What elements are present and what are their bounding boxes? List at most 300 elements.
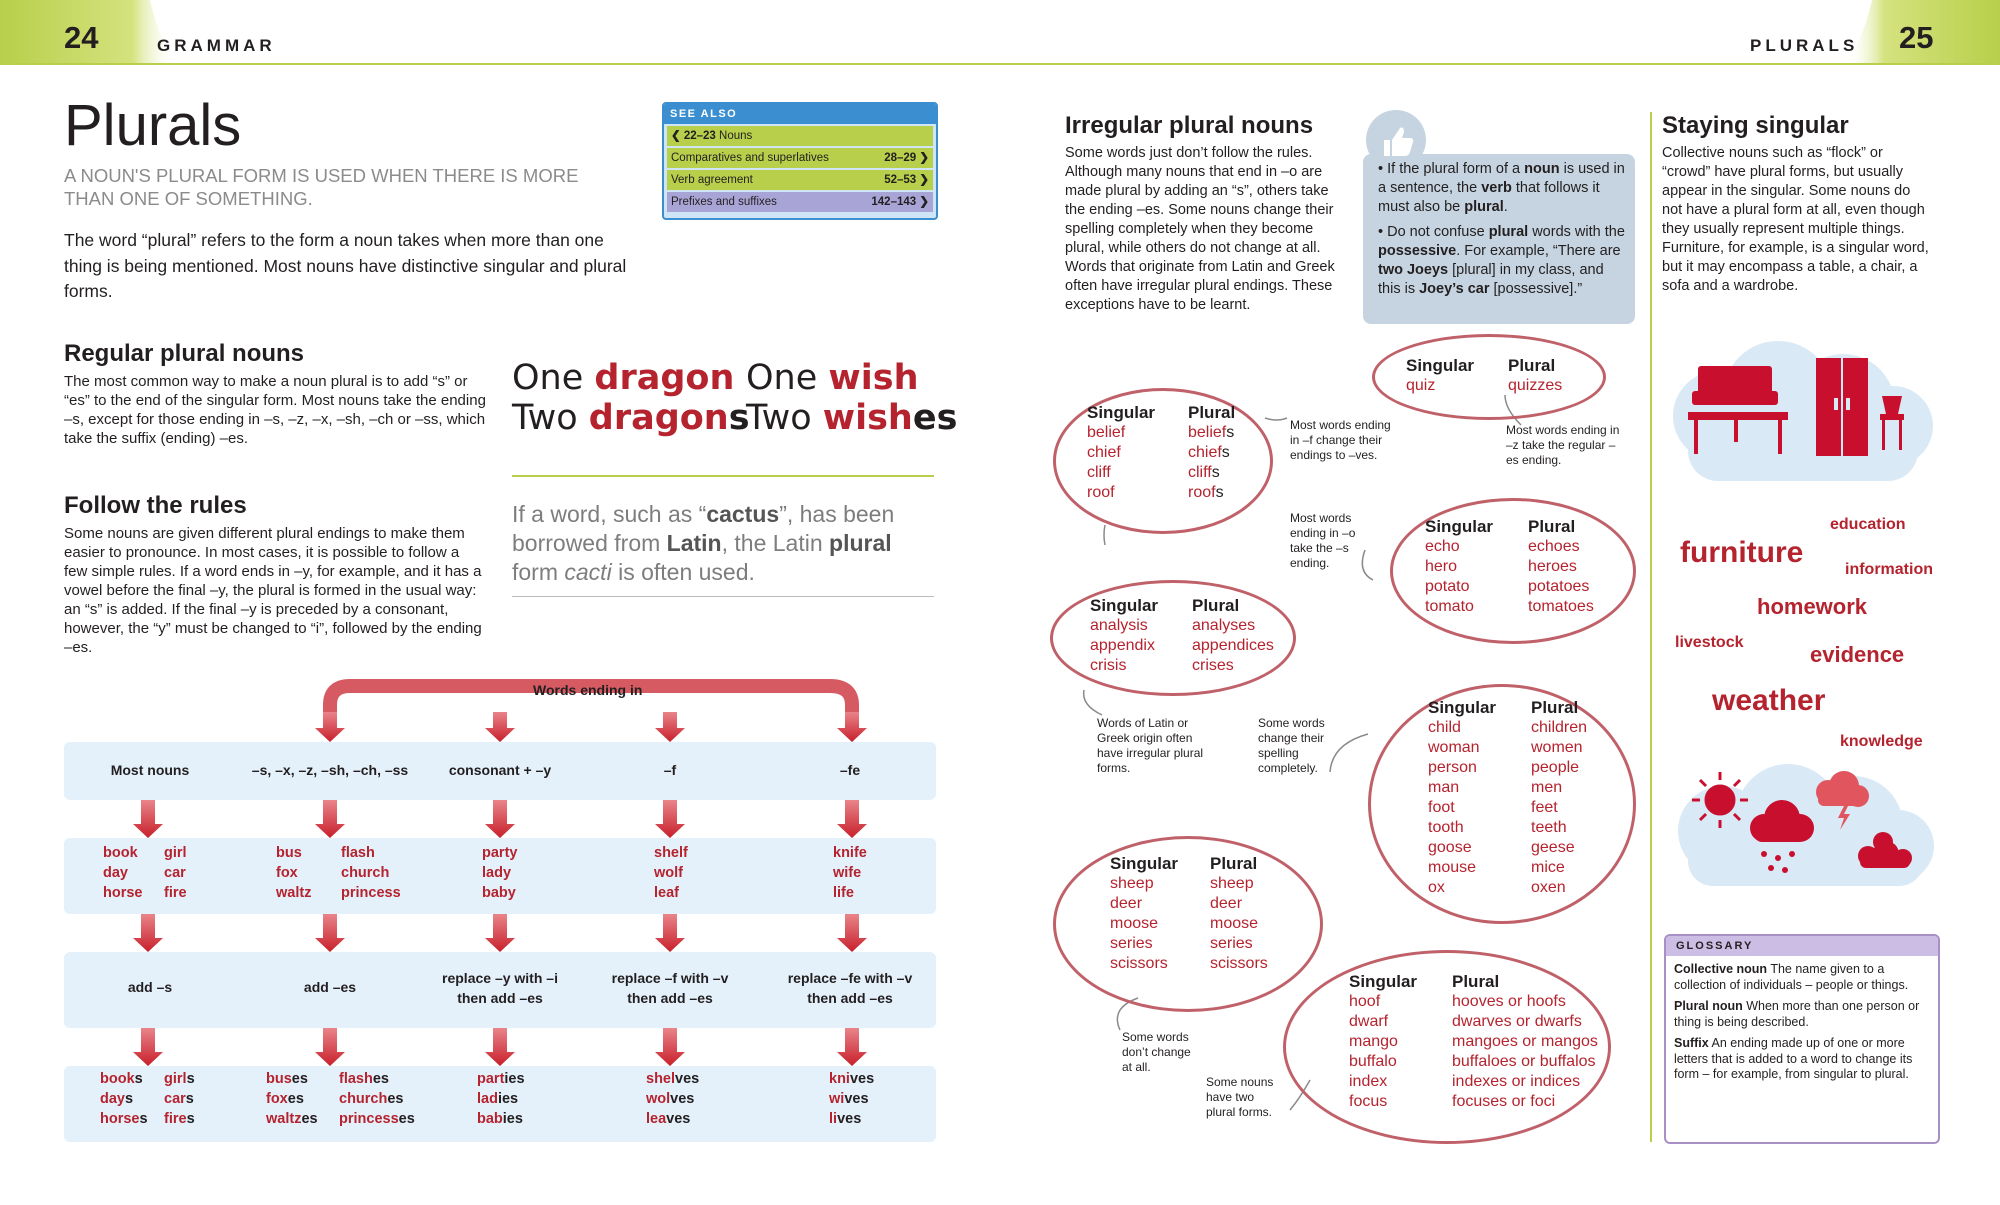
word: analyses (1192, 617, 1256, 634)
irregular-heading: Irregular plural nouns (1065, 112, 1314, 139)
group-latin-plural (1192, 596, 1274, 676)
rules-text: Some nouns are given different plural endings to make them easier to pronounce. In most cases, it is possible to follow a few simple rules. If a word ends in –y, for example, and it has a vowel before the final –y, the plural is formed in the usual way: an “s” is added. If the final –y is preceded by a consonant, however, the “y” must be changed to “i”, followed by the ending –es. (64, 525, 482, 656)
flow-arrow (133, 800, 163, 838)
group-same (1110, 854, 1178, 974)
word: women (1531, 739, 1583, 756)
plural-list (1452, 992, 1598, 1112)
glossary-entry (1674, 1036, 1930, 1083)
word: mouse (1428, 859, 1477, 876)
stem: cliff (1188, 464, 1212, 481)
result-word (646, 1090, 699, 1110)
word: heroes (1528, 558, 1577, 575)
wardrobe-icon (1816, 358, 1868, 456)
result-word (100, 1090, 148, 1110)
tip-part: noun (1524, 161, 1560, 177)
example-word: waltz (276, 884, 312, 901)
result-suffix: ves (666, 1110, 691, 1127)
word: tomatoes (1528, 598, 1594, 615)
flow-top-label: Words ending in (533, 682, 643, 698)
tip-part: plural (1488, 224, 1529, 240)
plural-list (1188, 423, 1235, 503)
flow-arrow (837, 914, 867, 952)
group-change-ellipse (1368, 684, 1636, 924)
result-word (829, 1110, 874, 1130)
word: buffaloes or buffalos (1452, 1053, 1596, 1070)
quote-part: , the Latin (721, 530, 830, 556)
see-also-link-pages: ❮ 22–23 (671, 130, 716, 142)
flow-arrow (133, 914, 163, 952)
word: moose (1110, 915, 1159, 932)
example-col (103, 844, 143, 903)
note-z: Most words ending in –z take the regular –es ending. (1506, 423, 1620, 467)
glossary-entry (1674, 962, 1930, 993)
suffix: s (1215, 484, 1224, 501)
see-also-link-pages: 28–29 ❯ (884, 152, 929, 164)
result-word (266, 1090, 318, 1110)
singular-heading: Singular (1090, 596, 1159, 615)
word: geese (1531, 839, 1575, 856)
tip-part: possessive (1378, 243, 1457, 259)
example-word: party (482, 845, 518, 861)
result-stem: girl (164, 1071, 187, 1087)
word: feet (1531, 799, 1558, 816)
result-col (164, 1070, 195, 1129)
tip-part: two Joeys (1378, 262, 1449, 278)
example-word: bus (276, 845, 302, 861)
result-suffix: es (372, 1071, 389, 1087)
singular-list (1406, 376, 1474, 396)
example-word: girl (164, 845, 187, 861)
result-word (100, 1110, 148, 1130)
flow-arrow (485, 712, 515, 742)
result-suffix: s (134, 1071, 143, 1087)
word-livestock: livestock (1675, 634, 1744, 651)
example-col (164, 844, 187, 903)
stem: belief (1188, 424, 1227, 441)
intro-text: The word “plural” refers to the form a noun takes when more than one thing is being mentioned. Most nouns have distinctive singular and plural forms. (64, 230, 627, 301)
singular-list (1110, 874, 1178, 974)
plural-heading: Plural (1508, 356, 1556, 375)
example-word: baby (482, 884, 516, 901)
note-change: Some words change their spelling completely. (1258, 716, 1325, 775)
group-f-ellipse (1053, 388, 1273, 534)
left-page-number: 24 (64, 20, 99, 55)
word: person (1428, 759, 1477, 776)
result-suffix: ves (844, 1090, 869, 1107)
word: deer (1210, 895, 1243, 912)
word: focus (1349, 1093, 1388, 1110)
word: potato (1425, 578, 1470, 595)
example-word: princess (341, 884, 401, 901)
example-word: shelf (654, 845, 688, 861)
word: echoes (1528, 538, 1580, 555)
group-f-plural (1188, 403, 1235, 503)
result-word (646, 1110, 699, 1130)
example-col (654, 844, 688, 903)
word-knowledge: knowledge (1840, 733, 1923, 750)
flow-arrow (315, 712, 345, 742)
tip-part: plural (1464, 199, 1504, 215)
word: oxen (1531, 879, 1566, 896)
page-title: Plurals (64, 93, 242, 158)
column-divider (1650, 112, 1652, 1142)
quote-part: plural (829, 530, 892, 556)
word: children (1531, 719, 1588, 736)
word-homework: homework (1757, 594, 1868, 619)
result-suffix: es (287, 1090, 304, 1107)
rule-add-es: add –es (303, 979, 357, 995)
plural-list (1528, 537, 1594, 617)
singular-heading: Singular (1425, 517, 1494, 536)
result-stem: day (100, 1090, 125, 1107)
intro-caps: A NOUN'S PLURAL FORM IS USED WHEN THERE IS MORE THAN ONE OF SOMETHING. (64, 165, 579, 209)
example-word: fire (164, 884, 187, 901)
word: indexes or indices (1452, 1073, 1581, 1090)
result-word (164, 1110, 195, 1130)
result-suffix: ies (502, 1110, 523, 1127)
result-suffix: ves (670, 1090, 695, 1107)
result-stem: li (829, 1110, 838, 1127)
see-also-link-label: Comparatives and superlatives (671, 152, 829, 164)
result-suffix: s (139, 1110, 148, 1127)
glossary-entry (1674, 999, 1930, 1030)
result-stem: book (100, 1071, 135, 1087)
result-word (477, 1070, 525, 1090)
group-latin (1090, 596, 1158, 676)
regular-heading: Regular plural nouns (64, 340, 305, 367)
word: deer (1110, 895, 1143, 912)
flow-arrow (485, 914, 515, 952)
glossary-term: Plural noun (1674, 999, 1743, 1013)
word-weather: weather (1712, 684, 1826, 717)
plural-heading: Plural (1528, 517, 1576, 536)
word: mango (1349, 1033, 1398, 1050)
result-stem: wi (829, 1090, 845, 1107)
plural-heading: Plural (1210, 854, 1258, 873)
tip-part: that follows it must also be (1378, 180, 1600, 215)
flow-arrow (315, 800, 345, 838)
singular-heading: Singular (1406, 356, 1475, 375)
word: quiz (1406, 377, 1436, 394)
see-also-link-label: Verb agreement (671, 174, 753, 186)
example-word: church (341, 864, 390, 881)
result-stem: church (339, 1090, 388, 1107)
plural-list (1192, 616, 1274, 676)
example-count: Two (746, 398, 812, 438)
example-word: book (103, 845, 138, 861)
group-o-plural (1528, 517, 1594, 617)
flow-arrow (837, 712, 867, 742)
word (1188, 423, 1235, 443)
word-education: education (1830, 516, 1906, 533)
result-stem: flash (339, 1071, 373, 1087)
result-col (266, 1070, 318, 1129)
plural-heading: Plural (1531, 698, 1579, 717)
quote-part: Latin (666, 530, 722, 556)
word: foot (1428, 799, 1455, 816)
tip-bullet-1: • If the plural form of a noun is used in a sentence, the verb that follows it must also be plural. (1378, 161, 1625, 215)
glossary-heading: GLOSSARY (1666, 936, 1938, 956)
stem: roof (1188, 484, 1216, 501)
result-col (477, 1070, 525, 1129)
result-word (266, 1070, 318, 1090)
word: mice (1531, 859, 1565, 876)
singular-heading: Singular (1349, 972, 1418, 991)
note-f: Most words ending in –f change their endings to –ves. (1290, 418, 1391, 462)
word: analysis (1090, 617, 1148, 634)
glossary-box (1664, 934, 1940, 1144)
word: appendix (1090, 637, 1155, 654)
stem: chief (1188, 444, 1222, 461)
category-sibilant: –s, –x, –z, –sh, –ch, –ss (251, 762, 409, 778)
example-word: wolf (654, 864, 683, 881)
plural-heading: Plural (1192, 596, 1240, 615)
word: mangoes or mangos (1452, 1033, 1598, 1050)
tip-part: Joey’s car (1419, 281, 1490, 297)
group-two-plural (1452, 972, 1598, 1112)
flow-arrow (655, 800, 685, 838)
result-col (829, 1070, 874, 1129)
result-stem: waltz (266, 1110, 302, 1127)
result-suffix: ies (504, 1071, 525, 1087)
right-page-number: 25 (1899, 20, 1934, 55)
tip-bullet-2: • Do not confuse plural words with the possessive. For example, “There are two Joeys [plural] in my class, and this is Joey’s car [possessive].” (1378, 224, 1625, 297)
quote-part: If a word, such as “ (512, 501, 707, 527)
word: ox (1428, 879, 1445, 896)
rule-add-s: add –s (127, 979, 173, 995)
tip-part: words with the (1528, 224, 1625, 240)
word-information: information (1845, 561, 1933, 578)
flow-arrow (655, 1028, 685, 1066)
tip-part: is used in a sentence, the (1378, 161, 1625, 196)
result-suffix: ies (497, 1090, 519, 1107)
category-fe: –fe (839, 762, 861, 778)
result-suffix: es (291, 1071, 308, 1087)
word (1188, 483, 1235, 503)
result-stem: kni (829, 1071, 850, 1087)
flow-arrow (133, 1028, 163, 1066)
flow-arrow (837, 800, 867, 838)
result-stem: lea (646, 1110, 667, 1127)
word-furniture: furniture (1680, 536, 1804, 569)
category-most-nouns: Most nouns (110, 762, 190, 778)
word (1188, 443, 1235, 463)
word: goose (1428, 839, 1472, 856)
word: potatoes (1528, 578, 1590, 595)
singular-heading: Singular (1428, 698, 1497, 717)
example-count: One (746, 358, 818, 398)
irregular-text: Some words just don’t follow the rules. Although many nouns that end in –o are made plural by adding an “s”, others take the ending –es. Some nouns change their spelling completely when they become plural, while others do not change at all. Words that originate from Latin and Greek often have irregular plural endings. These exceptions have to be learnt. (1065, 145, 1335, 313)
flow-arrow (485, 800, 515, 838)
result-suffix: ves (837, 1110, 862, 1127)
word: moose (1210, 915, 1259, 932)
singular-heading: Singular (1087, 403, 1156, 422)
result-col (100, 1070, 148, 1129)
example-col (341, 844, 401, 903)
example-col (482, 844, 517, 903)
plural-heading: Plural (1188, 403, 1236, 422)
tip-part: Do not confuse (1387, 224, 1489, 240)
result-word (164, 1090, 195, 1110)
tip-part: [possessive].” (1489, 281, 1583, 297)
quote-part: cactus (706, 501, 780, 527)
result-word (100, 1070, 148, 1090)
plural-list (1508, 376, 1562, 396)
quote-part: ”, has been borrowed from (512, 501, 895, 556)
left-running-head: GRAMMAR (157, 36, 276, 55)
word: men (1531, 779, 1563, 796)
example-noun: wish (828, 358, 919, 398)
word: crisis (1090, 657, 1127, 674)
singular-list (1090, 616, 1158, 676)
result-stem: fox (266, 1090, 288, 1107)
result-stem: fire (164, 1110, 187, 1127)
flow-arrow (315, 914, 345, 952)
word: series (1110, 935, 1153, 952)
example-ending: s (728, 398, 750, 438)
singular-list (1428, 718, 1496, 898)
result-stem: part (477, 1071, 505, 1087)
word: belief (1087, 424, 1126, 441)
glossary-entries (1666, 956, 1938, 1089)
word: index (1349, 1073, 1388, 1090)
result-suffix: s (186, 1110, 195, 1127)
word: cliff (1087, 464, 1111, 481)
word: crises (1192, 657, 1234, 674)
rules-heading: Follow the rules (64, 492, 247, 519)
example-word: fox (276, 864, 298, 881)
plural-list (1210, 874, 1268, 974)
example-word: leaf (654, 884, 679, 901)
group-change-plural (1531, 698, 1587, 898)
word: man (1428, 779, 1460, 796)
word-evidence: evidence (1810, 642, 1905, 667)
example-count: Two (512, 398, 578, 438)
example-word: life (833, 884, 854, 901)
category-consonant-y: consonant + –y (448, 762, 552, 778)
see-also-link-pages: 142–143 ❯ (871, 196, 929, 208)
group-z (1406, 356, 1474, 396)
glossary-def: An ending made up of one or more letters that is added to a word to change its form – for example, from singular to plural. (1674, 1036, 1913, 1081)
result-suffix: es (301, 1110, 318, 1127)
word: tooth (1428, 819, 1464, 836)
glossary-term: Suffix (1674, 1036, 1709, 1050)
note-same: Some words don’t change at all. (1122, 1030, 1191, 1074)
result-word (477, 1110, 525, 1130)
result-suffix: es (398, 1110, 415, 1127)
see-also-link-pages: 52–53 ❯ (884, 174, 929, 186)
see-also-link-label: Nouns (719, 130, 753, 142)
result-word (829, 1070, 874, 1090)
group-same-ellipse (1053, 836, 1323, 1012)
word: sheep (1110, 875, 1154, 892)
word: roof (1087, 484, 1115, 501)
result-stem: bus (266, 1071, 292, 1087)
rule-replace-f: replace –f with –v then add –es (611, 970, 729, 1006)
tip-part: . For example, “There are (1456, 243, 1621, 259)
singular-heading: Staying singular (1662, 112, 1849, 139)
flow-arrow (837, 1028, 867, 1066)
word: chief (1087, 444, 1121, 461)
group-f (1087, 403, 1155, 503)
word: focuses or foci (1452, 1093, 1556, 1110)
quote-part: is often used. (611, 559, 755, 585)
example-noun: dragon (594, 358, 735, 398)
result-col (646, 1070, 699, 1129)
word: dwarf (1349, 1013, 1389, 1030)
word: dwarves or dwarfs (1452, 1013, 1582, 1030)
example-word: flash (341, 845, 375, 861)
rule-replace-y: replace –y with –i then add –es (442, 970, 558, 1006)
note-o: Most words ending in –o take the –s ending. (1290, 511, 1356, 570)
example-word: day (103, 864, 128, 881)
note-latin: Words of Latin or Greek origin often have irregular plural forms. (1097, 716, 1204, 775)
result-stem: lad (477, 1090, 498, 1107)
group-o (1425, 517, 1493, 617)
example-noun: dragon (588, 398, 729, 438)
flow-arrow (655, 712, 685, 742)
sofa-icon (1692, 366, 1778, 405)
flow-arrow (655, 914, 685, 952)
tip-part: . (1503, 199, 1508, 215)
result-word (339, 1110, 415, 1130)
word: people (1531, 759, 1580, 776)
result-word (829, 1090, 874, 1110)
flow-arrow (485, 1028, 515, 1066)
result-suffix: es (387, 1090, 404, 1107)
example-word: car (164, 864, 186, 881)
suffix: s (1211, 464, 1220, 481)
singular-heading: Singular (1110, 854, 1179, 873)
word: quizzes (1508, 377, 1563, 394)
example-col (833, 844, 867, 903)
result-stem: bab (477, 1110, 503, 1127)
regular-text: The most common way to make a noun plural is to add “s” or “es” to the end of the singular form. Most nouns take the ending –s, except for those ending in –s, –z, –x, –sh, –ch or –ss, which take the suffix (ending) –es. (64, 373, 486, 447)
group-same-plural (1210, 854, 1268, 974)
word: hoof (1349, 993, 1381, 1010)
result-stem: horse (100, 1110, 140, 1127)
result-word (164, 1070, 195, 1090)
result-stem: shel (646, 1071, 676, 1087)
singular-list (1087, 423, 1155, 503)
word: buffalo (1349, 1053, 1397, 1070)
example-ending: es (912, 398, 958, 438)
word: teeth (1531, 819, 1567, 836)
result-suffix: ves (849, 1071, 875, 1087)
result-col (339, 1070, 415, 1129)
weather-cloud (1668, 756, 1936, 896)
rule-replace-fe: replace –fe with –v then add –es (787, 970, 913, 1006)
tip-part: If the plural form of a (1387, 161, 1525, 177)
word: tomato (1425, 598, 1474, 615)
quote-part: cacti (564, 559, 612, 585)
word: sheep (1210, 875, 1254, 892)
flow-arrow (315, 1028, 345, 1066)
result-word (266, 1110, 318, 1130)
result-word (477, 1090, 525, 1110)
right-running-head: PLURALS (1750, 36, 1859, 55)
word: echo (1425, 538, 1460, 555)
word: series (1210, 935, 1253, 952)
word: scissors (1110, 955, 1168, 972)
quote-part: form (512, 559, 565, 585)
word (1188, 463, 1235, 483)
furniture-cloud (1668, 336, 1936, 496)
category-f: –f (663, 762, 677, 778)
word: appendices (1192, 637, 1274, 654)
result-word (339, 1090, 415, 1110)
singular-text: Collective nouns such as “flock” or “crowd” have plural forms, but usually appear in the singular. Some nouns do not have a plural form at all, even though they usually represent multiple things. Furniture, for example, is a singular word, but it may encompass a table, a chair, a sofa and a wardrobe. (1662, 145, 1929, 294)
